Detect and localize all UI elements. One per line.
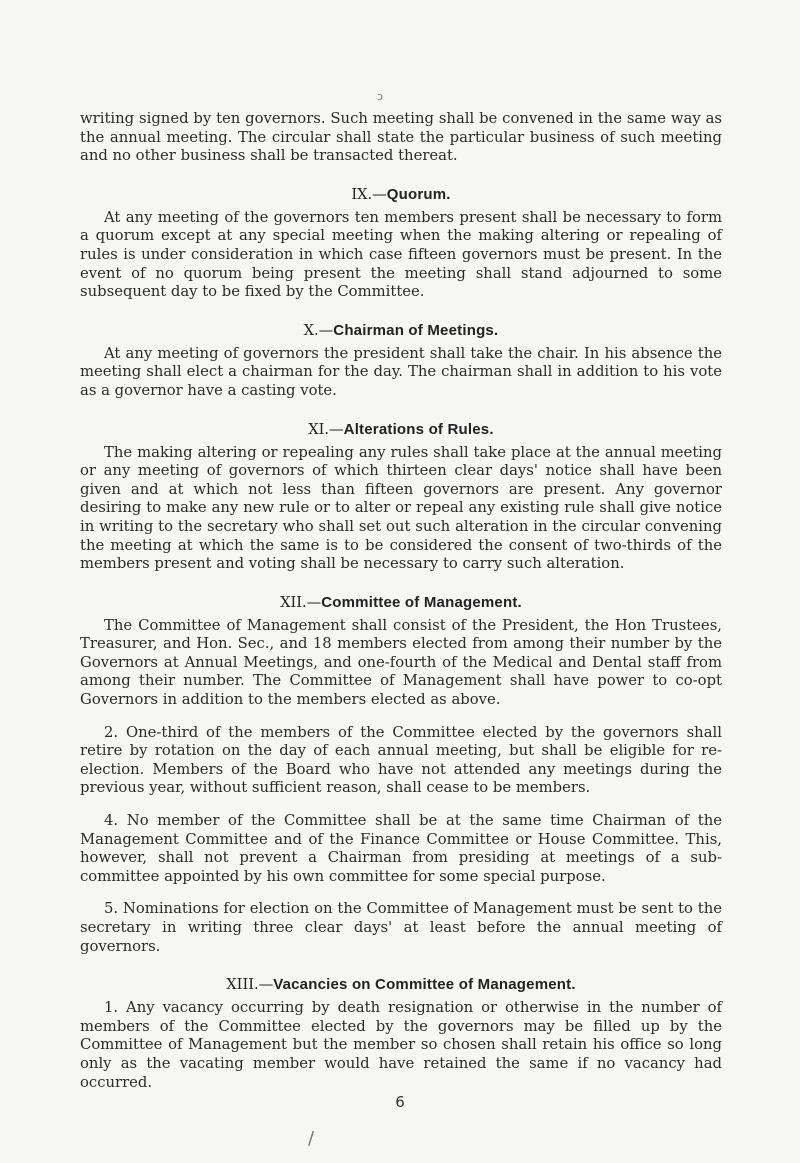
section-number: XII.— (280, 593, 322, 611)
opening-paragraph: writing signed by ten governors. Such meeting shall be convened in the same way as the annual meeting. The circular shall state the particular business of such meeting and no other business shall be transacted thereat. (80, 110, 722, 165)
page-number: 6 (395, 1093, 405, 1111)
section-xii-paragraph-1: The Committee of Management shall consist of the President, the Hon Trustees, Treasurer, and Hon. Sec., and 18 members elected from among their number by the Governors at Annual Meetings, and one-fourth of the Medical and Dental staff from among their number. The Committee of Management shall have power to co-opt Governors in addition to the members elected as above. (80, 616, 722, 709)
section-heading-x (80, 322, 722, 340)
section-title: Chairman of Meetings. (333, 321, 499, 339)
section-title: Vacancies on Committee of Management. (273, 976, 576, 994)
stray-mark-top: ↄ (377, 90, 384, 103)
section-heading-ix (80, 186, 722, 204)
section-title: Committee of Management. (321, 593, 522, 611)
section-heading-xiii (80, 976, 722, 994)
section-xi-paragraph-1: The making altering or repealing any rules shall take place at the annual meeting or any meeting of governors of which thirteen clear days' notice shall have been given and at which not less than fifteen governors are present. Any governor desiring to make any new rule or to alter or repeal any existing rule shall give notice in writing to the secretary who shall set out such alteration in the circular convening the meeting at which the same is to be considered the consent of two-thirds of the members present and voting shall be necessary to carry such alteration. (80, 443, 722, 573)
section-title: Quorum. (386, 185, 451, 203)
section-xii-paragraph-4: 4. No member of the Committee shall be at the same time Chairman of the Management Committee and of the Finance Committee or House Committee. This, however, shall not prevent a Chairman from presiding at meetings of a sub-committee appointed by his own committee for some special purpose. (80, 812, 722, 885)
section-xiii-paragraph-1: 1. Any vacancy occurring by death resignation or otherwise in the number of members of the Committee elected by the governors may be filled up by the Committee of Management but the member so chosen shall retain his office so long only as the vacating member would have retained the same if no vacancy had occurred. (80, 999, 722, 1091)
section-xii-paragraph-5: 5. Nominations for election on the Committee of Management must be sent to the secretary in writing three clear days' at least before the annual meeting of governors. (80, 900, 722, 955)
section-number: X.— (303, 321, 334, 339)
section-number: XI.— (308, 420, 344, 438)
section-ix-paragraph-1: At any meeting of the governors ten members present shall be necessary to form a quorum except at any special meeting when the making altering or repealing of rules is under consideration in which case fifteen governors must be present. In the event of no quorum being present the meeting shall stand adjourned to some subsequent day to be fixed by the Committee. (80, 208, 722, 301)
section-title: Alterations of Rules. (343, 420, 494, 438)
section-heading-xii (80, 594, 722, 612)
document-page (80, 110, 722, 1092)
section-heading-xi (80, 421, 722, 439)
section-number: IX.— (351, 185, 387, 203)
stray-mark-bottom: / (308, 1128, 315, 1149)
section-xii-paragraph-2: 2. One-third of the members of the Committee elected by the governors shall retire by rotation on the day of each annual meeting, but shall be eligible for re-election. Members of the Board who have not attended any meetings during the previous year, without sufficient reason, shall cease to be members. (80, 723, 722, 797)
section-number: XIII.— (226, 976, 274, 994)
section-x-paragraph-1: At any meeting of governors the president shall take the chair. In his absence the meeting shall elect a chairman for the day. The chairman shall in addition to his vote as a governor have a casting vote. (80, 344, 722, 399)
